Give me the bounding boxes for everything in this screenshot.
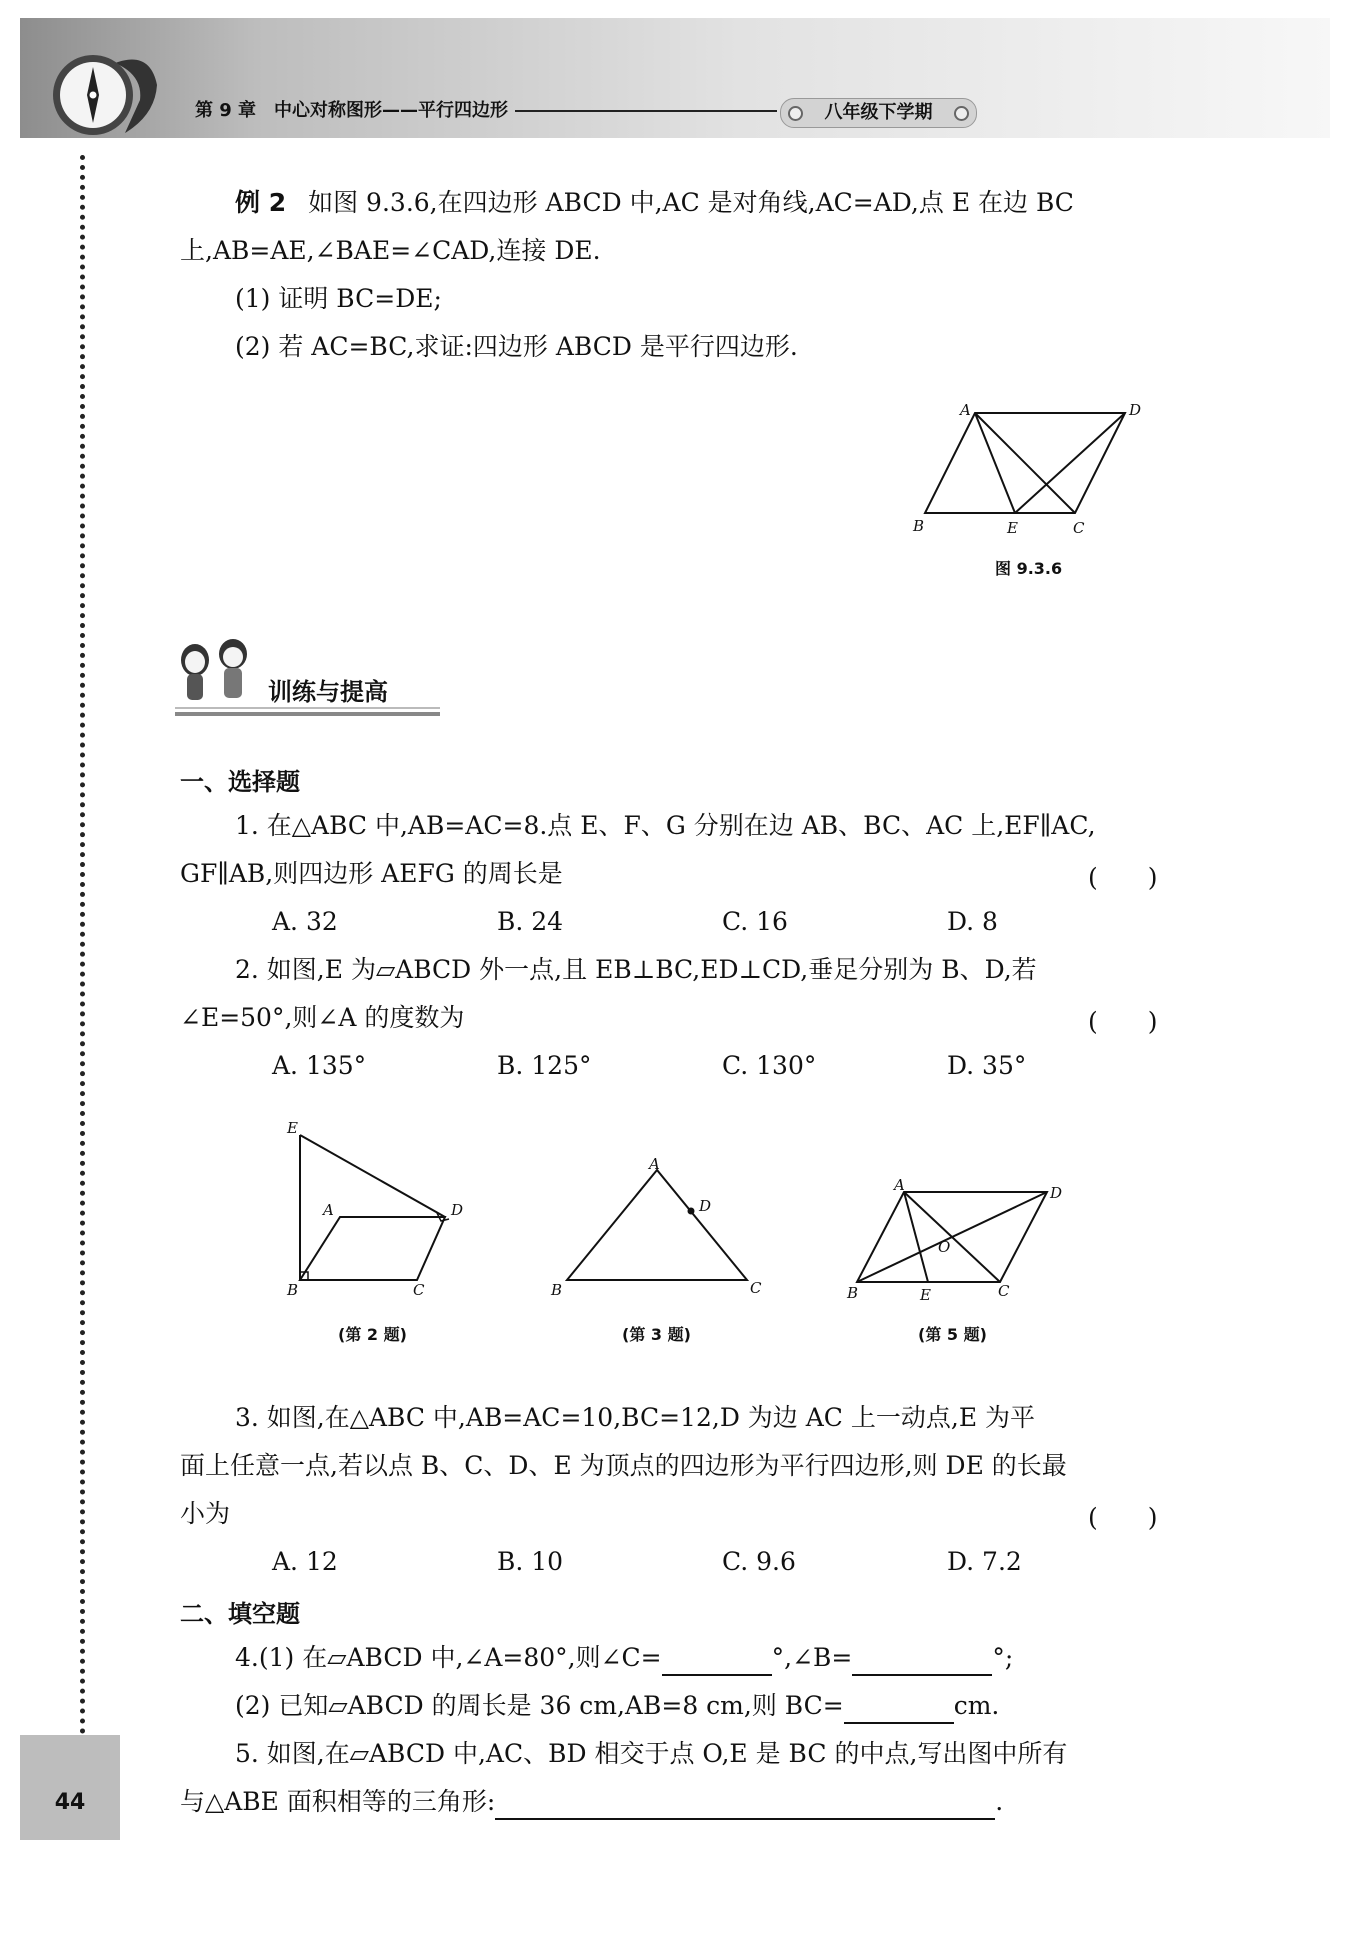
fig2-label-e: E <box>287 1119 298 1137</box>
q4-bc-blank[interactable] <box>844 1694 954 1724</box>
fig5-label-b: B <box>847 1284 859 1302</box>
header-chapter-title: 第 9 章 中心对称图形——平行四边形 <box>195 100 509 121</box>
q4-2-text-a: (2) 已知▱ABCD 的周长是 36 cm,AB=8 cm,则 BC= <box>235 1691 844 1720</box>
fig5-label-d: D <box>1050 1184 1063 1202</box>
figure-q5 <box>842 1170 1077 1305</box>
example-part-1: (1) 证明 BC=DE; <box>235 284 442 313</box>
page-number-tab <box>20 1735 120 1840</box>
example-text-1: 如图 9.3.6,在四边形 ABCD 中,AC 是对角线,AC=AD,点 E 在边 BC <box>308 188 1074 217</box>
example-line-2: 上,AB=AE,∠BAE=∠CAD,连接 DE. <box>180 236 601 265</box>
q2-answer-paren: ( ) <box>1088 1007 1158 1036</box>
q4-part-2 <box>235 1688 999 1724</box>
q1-option-a: A. 32 <box>272 907 338 936</box>
q1-line-2: GF∥AB,则四边形 AEFG 的周长是 <box>180 859 563 888</box>
q1-line-1: 1. 在△ABC 中,AB=AC=8.点 E、F、G 分别在边 AB、BC、AC 上,EF∥AC, <box>235 811 1096 840</box>
q5-answer-blank[interactable] <box>495 1790 995 1820</box>
figure-9-3-6-caption: 图 9.3.6 <box>995 559 1063 578</box>
q5-text-a: 与△ABE 面积相等的三角形: <box>180 1787 496 1816</box>
q3-line-1: 3. 如图,在△ABC 中,AB=AC=10,BC=12,D 为边 AC 上一动点,E 为平 <box>235 1403 1036 1432</box>
q2-option-c: C. 130° <box>722 1051 817 1080</box>
fig2-label-c: C <box>413 1281 425 1299</box>
q4-1-text-c: °; <box>992 1643 1014 1672</box>
q3-answer-paren: ( ) <box>1088 1503 1158 1532</box>
q4-part-1 <box>235 1640 1013 1676</box>
q3-option-b: B. 10 <box>497 1547 564 1576</box>
margin-dotted-line <box>80 155 85 1745</box>
q4-angle-c-blank[interactable] <box>662 1646 772 1676</box>
fig3-label-d: D <box>699 1197 712 1215</box>
label-c: C <box>1073 519 1085 537</box>
segment-ae <box>975 413 1015 513</box>
figure-q5-caption: (第 5 题) <box>918 1325 987 1344</box>
page-number: 44 <box>54 1790 86 1815</box>
fig3-label-c: C <box>750 1279 762 1297</box>
q5-text-b: . <box>995 1787 1004 1816</box>
training-title: 训练与提高 <box>268 678 388 706</box>
q4-1-text-a: 4.(1) 在▱ABCD 中,∠A=80°,则∠C= <box>235 1643 662 1672</box>
label-a: A <box>960 401 971 419</box>
q1-option-c: C. 16 <box>722 907 788 936</box>
figure-q3-caption: (第 3 题) <box>622 1325 691 1344</box>
example-part-2: (2) 若 AC=BC,求证:四边形 ABCD 是平行四边形. <box>235 332 798 361</box>
q4-2-text-b: cm. <box>953 1691 1000 1720</box>
clock-compass-icon <box>45 45 165 140</box>
header-divider <box>515 110 777 112</box>
q2-line-1: 2. 如图,E 为▱ABCD 外一点,且 EB⊥BC,ED⊥CD,垂足分别为 B、D,若 <box>235 955 1037 984</box>
q3-option-c: C. 9.6 <box>722 1547 796 1576</box>
q2-option-a: A. 135° <box>272 1051 367 1080</box>
figure-q3 <box>545 1155 775 1300</box>
example-line-1 <box>235 185 1074 221</box>
header-grade-badge: 八年级下学期 <box>780 98 977 128</box>
q2-option-d: D. 35° <box>947 1051 1027 1080</box>
fig5-label-e: E <box>920 1286 931 1304</box>
segment-de <box>1015 413 1125 513</box>
figure-9-3-6 <box>905 395 1165 545</box>
fig2-label-a: A <box>323 1201 334 1219</box>
fig3-label-a: A <box>649 1155 660 1173</box>
q2-line-2: ∠E=50°,则∠A 的度数为 <box>180 1003 465 1032</box>
fig2-label-b: B <box>287 1281 299 1299</box>
q1-option-d: D. 8 <box>947 907 998 936</box>
fig5-label-o: O <box>938 1238 951 1256</box>
fig5-label-a: A <box>894 1176 905 1194</box>
q3-line-3: 小为 <box>180 1499 231 1528</box>
label-b: B <box>913 517 925 535</box>
fig2-label-d: D <box>451 1201 464 1219</box>
q4-1-text-b: °,∠B= <box>771 1643 853 1672</box>
q3-line-2: 面上任意一点,若以点 B、C、D、E 为顶点的四边形为平行四边形,则 DE 的长最 <box>180 1451 1067 1480</box>
q3-option-d: D. 7.2 <box>947 1547 1022 1576</box>
label-d: D <box>1129 401 1142 419</box>
figure-q2-caption: (第 2 题) <box>338 1325 407 1344</box>
fig3-label-b: B <box>551 1281 563 1299</box>
q5-line-1: 5. 如图,在▱ABCD 中,AC、BD 相交于点 O,E 是 BC 的中点,写出图中所有 <box>235 1739 1068 1768</box>
fig5-label-c: C <box>998 1282 1010 1300</box>
q1-answer-paren: ( ) <box>1088 863 1158 892</box>
section-2-title: 二、填空题 <box>180 1600 300 1628</box>
q2-option-b: B. 125° <box>497 1051 592 1080</box>
q4-angle-b-blank[interactable] <box>852 1646 992 1676</box>
example-label: 例 2 <box>235 188 287 217</box>
label-e: E <box>1007 519 1018 537</box>
q3-option-a: A. 12 <box>272 1547 338 1576</box>
diagonal-ac <box>975 413 1075 513</box>
section-1-title: 一、选择题 <box>180 768 300 796</box>
q5-line-2 <box>180 1784 1003 1820</box>
q1-option-b: B. 24 <box>497 907 564 936</box>
figure-q2 <box>275 1115 475 1305</box>
